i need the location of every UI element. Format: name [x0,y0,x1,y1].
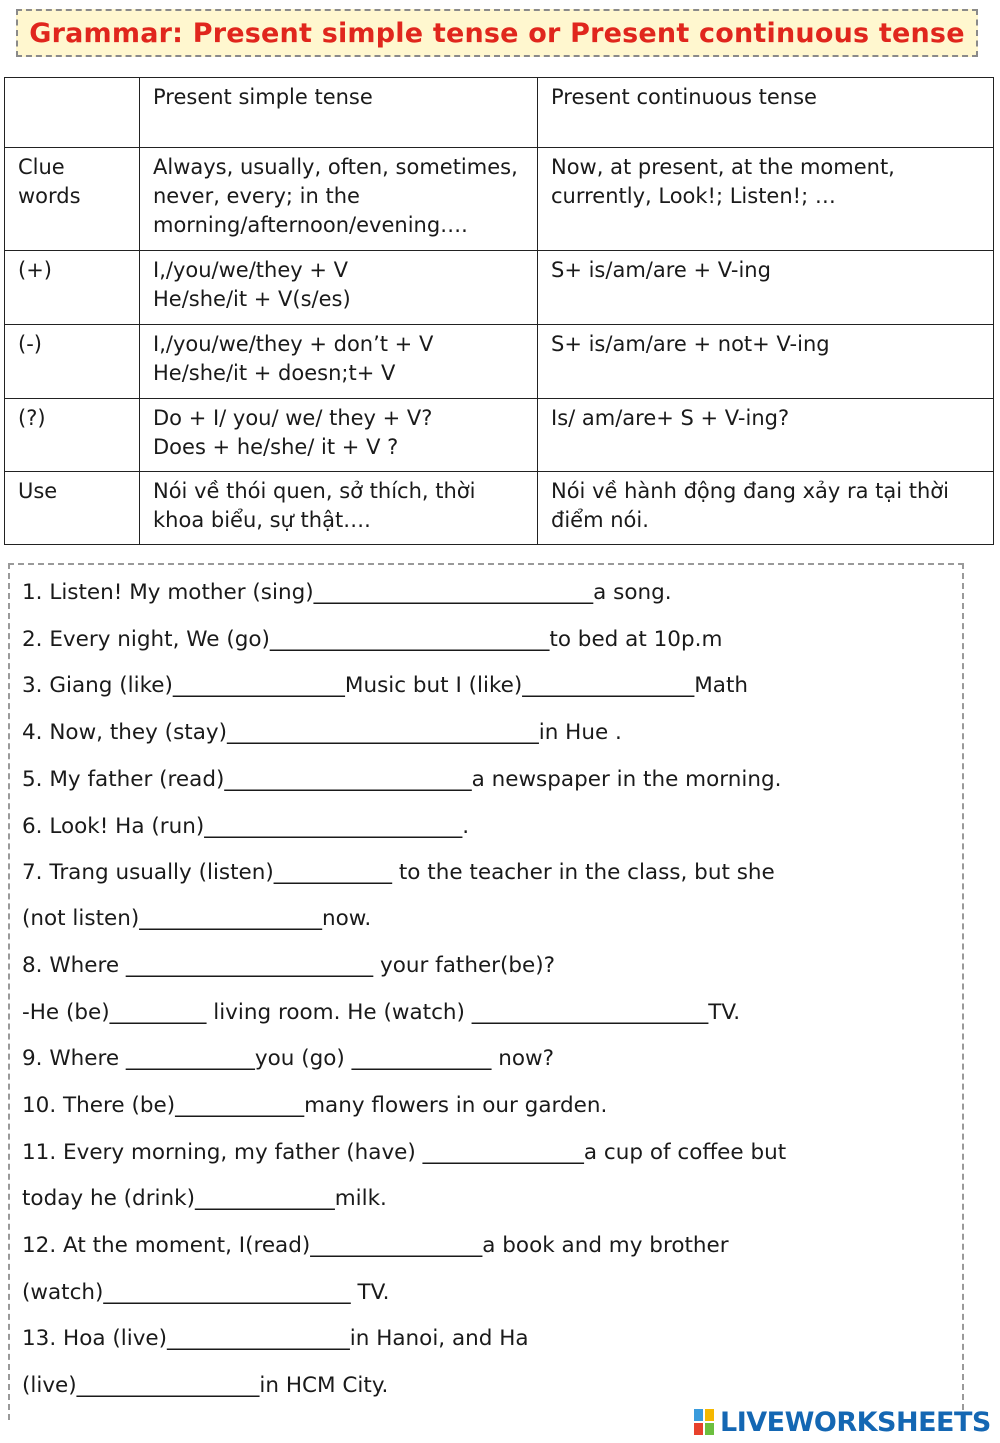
exercise-line: 9. Where ____________you (go) _____________ now? [22,1046,554,1071]
table-cell: I,/you/we/they + V He/she/it + V(s/es) [140,251,538,325]
table-row [5,251,994,325]
exercise-line: 12. At the moment, I(read)________________a book and my brother [22,1233,729,1258]
exercise-line: -He (be)_________ living room. He (watch) ______________________TV. [22,1000,741,1025]
table-header-cell [5,78,140,148]
logo-text: LIVEWORKSHEETS [720,1406,991,1438]
exercise-line: 8. Where _______________________ your father(be)? [22,953,556,978]
table-cell: Do + I/ you/ we/ they + V? Does + he/she/ it + V ? [140,399,538,472]
table-row [5,472,994,545]
row-label: (-) [5,325,140,399]
exercise-line: 7. Trang usually (listen)___________ to the teacher in the class, but she [22,860,775,885]
exercise-line: 11. Every morning, my father (have) _______________a cup of coffee but [22,1140,787,1165]
row-label: Use [5,472,140,545]
table-cell: Now, at present, at the moment, currently, Look!; Listen!; … [538,148,994,251]
exercise-line: 2. Every night, We (go)__________________________to bed at 10p.m [22,627,723,652]
table-header-row [5,78,994,148]
row-label: (?) [5,399,140,472]
table-row [5,148,994,251]
table-cell: Is/ am/are+ S + V-ing? [538,399,994,472]
exercise-line: 13. Hoa (live)_________________in Hanoi, and Ha [22,1326,529,1351]
title-banner [16,9,978,57]
table-row [5,325,994,399]
exercise-line: today he (drink)_____________milk. [22,1186,387,1211]
exercise-line: (watch)_______________________ TV. [22,1280,390,1305]
table-row [5,399,994,472]
table-cell: S+ is/am/are + V-ing [538,251,994,325]
table-cell: Nói về thói quen, sở thích, thời khoa biểu, sự thật…. [140,472,538,545]
row-label: (+) [5,251,140,325]
table-cell: Always, usually, often, sometimes, never, every; in the morning/afternoon/evening…. [140,148,538,251]
exercise-line: 3. Giang (like)________________Music but I (like)________________Math [22,673,749,698]
exercise-line: (live)_________________in HCM City. [22,1373,389,1398]
exercise-line: 6. Look! Ha (run)________________________. [22,814,470,839]
table-header-cell: Present continuous tense [538,78,994,148]
table-header-cell: Present simple tense [140,78,538,148]
liveworksheets-logo-icon [694,1409,714,1435]
table-cell: I,/you/we/they + don’t + V He/she/it + doesn;t+ V [140,325,538,399]
exercise-line: 10. There (be)____________many flowers in our garden. [22,1093,608,1118]
exercise-line: 4. Now, they (stay)_____________________________in Hue . [22,720,622,745]
table-cell: S+ is/am/are + not+ V-ing [538,325,994,399]
grammar-table [4,77,994,545]
exercise-line: 1. Listen! My mother (sing)__________________________a song. [22,580,672,605]
exercise-line: (not listen)_________________now. [22,906,372,931]
row-label: Clue words [5,148,140,251]
exercise-line: 5. My father (read)_______________________a newspaper in the morning. [22,767,782,792]
table-cell: Nói về hành động đang xảy ra tại thời điểm nói. [538,472,994,545]
page-title: Grammar: Present simple tense or Present continuous tense [29,17,965,49]
liveworksheets-logo[interactable] [694,1405,991,1439]
